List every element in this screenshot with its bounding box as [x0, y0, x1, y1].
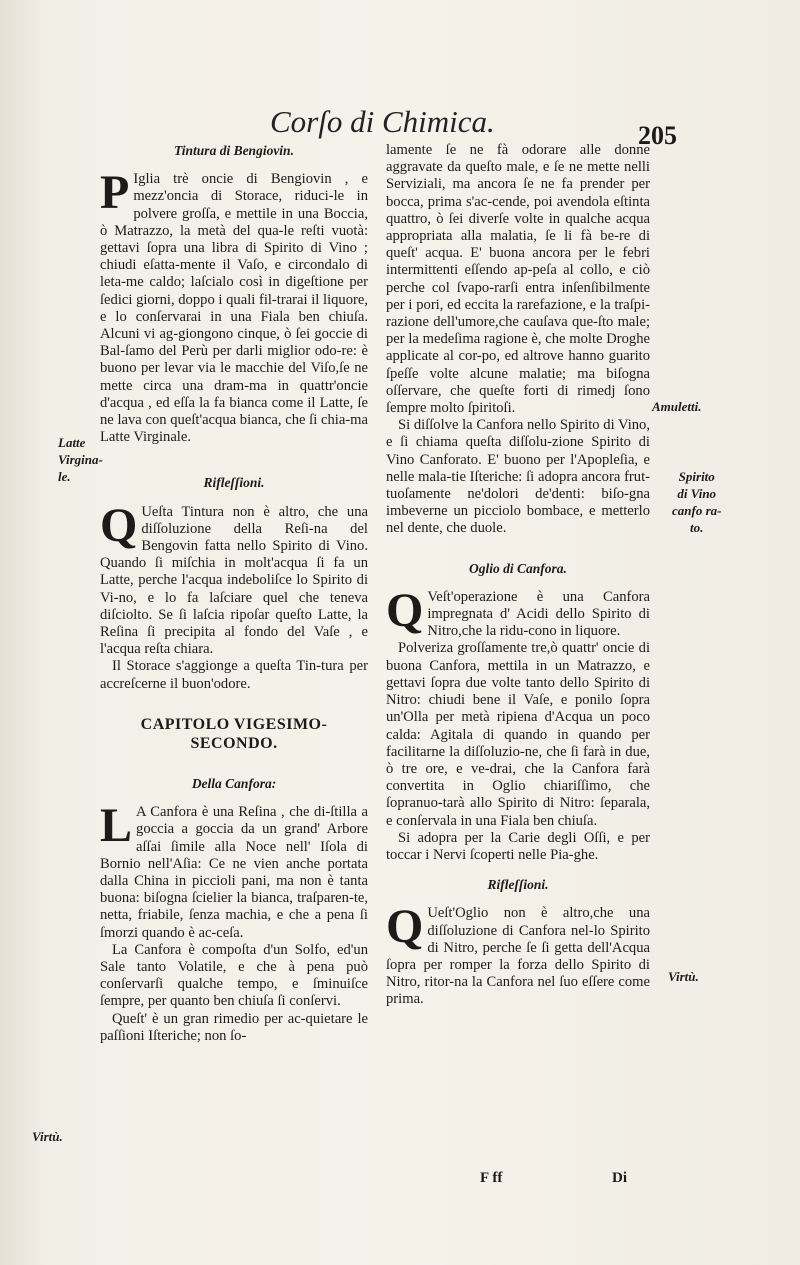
paragraph-text: Iglia trè oncie di Bengiovin , e mezz'oncia di Storace, riduci-le in polvere groſſa, e mettile in una Boccia, ò Matrazzo, la metà del qua-le reſti vuotà: gettavi ſopra una libra di Spirito di Vino ; chiudi eſatta-mente il Vaſo, e circondalo di leta-me caldo; laſcialo così in digeſtione per ſedici giorni, doppo i quali fil-trarai il liquore, e lo conſervarai in una Fiala ben chiuſa. Alcuni vi ag-giongono cinque, ò ſei goccie di Bal-ſamo del Perù per darli miglior odo-re: è buono per levar via le macchie del Viſo,ſe ne mette circa una dram-ma in quattr'oncie d'acqua , ed eſſa la fa bianca come il Latte, ſe ne lava con queſt'acqua bianca, che ſi chia-ma Latte Virginale. [100, 171, 368, 446]
drop-cap: L [100, 799, 133, 853]
paragraph-text: Ueſt'Oglio non è altro,che una diſſoluzione di Canfora nel-lo Spirito di Nitro, perche ſe ſi getta dell'Acqua ſopra per romper la forza dello Spirito di Nitro, ritor-na la Canfora nel ſuo eſſere come prima. [386, 905, 650, 1008]
left-column [100, 142, 368, 1045]
catchword: Di [612, 1170, 627, 1186]
chapter-heading-line: CAPITOLO VIGESIMO- [140, 715, 328, 733]
drop-cap: P [100, 166, 130, 220]
paragraph [100, 498, 368, 659]
running-title: Corſo di Chimica. [270, 104, 495, 139]
margin-note-virtu-left: Virtù. [32, 1129, 63, 1144]
drop-cap: Q [100, 498, 138, 552]
section-heading: Rifleſſioni. [487, 877, 549, 893]
right-column [386, 142, 650, 1009]
drop-cap: Q [386, 900, 424, 954]
paragraph [386, 583, 650, 641]
paragraph: Si adopra per la Carie degli Oſſi, e per toccar i Nervi ſcoperti nelle Pia-ghe. [386, 829, 650, 863]
drop-cap: Q [386, 583, 424, 637]
section-heading: Della Canfora: [191, 775, 277, 791]
margin-note-amuletti: Amuletti. [652, 399, 702, 414]
paragraph: Il Storace s'aggionge a queſta Tin-tura per accreſcerne il buon'odore. [100, 658, 368, 692]
chapter-heading-line: SECONDO. [190, 734, 278, 752]
page-number: 205 [638, 121, 677, 150]
paragraph: lamente ſe ne fà odorare alle donne aggravate da queſto male, e ſe ne mette nelli Serviziali, ma ancora ſe ne fa prender per bocca, prima s'ac-cende, poi avendola eſtinta quattro, ò ſei diverſe volte in qualche acqua appropriata alla malatia, ſe li fà be-re di queſt' acqua. E' buona ancora per le febri intermittenti eſſendo ap-peſa al collo, e ciò perche col ſvapo-rarſi entra inſenſibilmente per i pori, ed eccita la rarefazione, e la traſpi-razione dell'umore,che cauſava que-ſto male; per la medeſima ragione è, che molte Droghe applicate al cor-po, ed altrove hanno guarito ſpeſſe volte alcune malatie; ma biſogna oſſervare, che queſte forti di rimedj ſono ſempre molto ſpiritoſi. [386, 142, 650, 417]
section-heading: Tintura di Bengiovin. [174, 143, 294, 158]
paragraph: Polveriza groſſamente tre,ò quattr' oncie di buona Canfora, mettila in un Matrazzo, e gettavi ſopra due volte tanto dello Spirito di Nitro: chiudi bene il Vaſe, e ponilo ſopra un'Olla per metà ripiena d'Acqua un poco calda: Agitala di quando in quando per facilitarne la diſſoluzio-ne, che ſi farà in due, ò tre ore, e ve-drai, che la Canfora farà convertita in Oglio chiariſſimo, che ſopranuo-tarà allo Spirito di Nitro: ſeparala, e conſervala in una Fiala ben chiuſa. [386, 640, 650, 829]
margin-note-virtu-right: Virtù. [668, 969, 699, 984]
section-heading: Oglio di Canfora. [469, 560, 567, 576]
paragraph-text: Ueſta Tintura non è altro, che una diſſoluzione della Reſi-na del Bengovin fatta nello Spirito di Vino. Quando ſi miſchia in molt'acqua ſi fa un Latte, perche l'acqua indeboliſce lo Spirito di Vi-no, e lo fa laſciare quel che teneva diſciolto. Se ſi laſcia ripoſar queſto Latte, la Reſina ſi precipita al fondo del Vaſe , e l'acqua reſta chiara. [100, 503, 368, 658]
section-heading: Rifleſſioni. [203, 475, 265, 491]
margin-note-latte: Latte Virgina- le. [58, 435, 103, 484]
signature-mark: F ff [480, 1170, 503, 1186]
paragraph [100, 799, 368, 942]
paragraph-text: A Canfora è una Reſina , che di-ſtilla a goccia a goccia da un grand' Arbore aſſai ſimile alla Noce nell' Iſola di Bornio nell'Aſia: Ce ne vien anche portata dalla China in piccioli pani, ma non è tanta buona: biſogna ſcielier la bianca, traſparen-te, netta, friabile, ſenza machia, e che a pena ſi ſmorzi quando è ac-ceſa. [100, 804, 368, 941]
margin-note-spirito: Spirito di Vino canfo ra- to. [672, 469, 722, 535]
paragraph-text: Veſt'operazione è una Canfora impregnata d' Acidi dello Spirito di Nitro,che la ridu-cono in liquore. [427, 588, 650, 640]
paragraph [100, 166, 368, 446]
paragraph: Queſt' è un gran rimedio per ac-quietare le paſſioni Iſteriche; non ſo- [100, 1010, 368, 1044]
paragraph: Si diſſolve la Canfora nello Spirito di Vino, e ſi chiama queſta diſſolu-zione Spirito di Vino Canforato. E' buono per l'Apopleſia, e nelle mala-tie Iſteriche: ſi adopra ancora frut-tuoſamente ne'dolori de'denti: biſo-gna imbeverne un picciolo bombace, e metterlo nel dente, che duole. [386, 417, 650, 537]
paragraph [386, 900, 650, 1008]
paragraph: La Canfora è compoſta d'un Solfo, ed'un Sale tanto Volatile, e che à pena può conſervarſi qualche tempo, e ſminuiſce ſempre, per quanto ben chiuſa ſi conſervi. [100, 941, 368, 1010]
